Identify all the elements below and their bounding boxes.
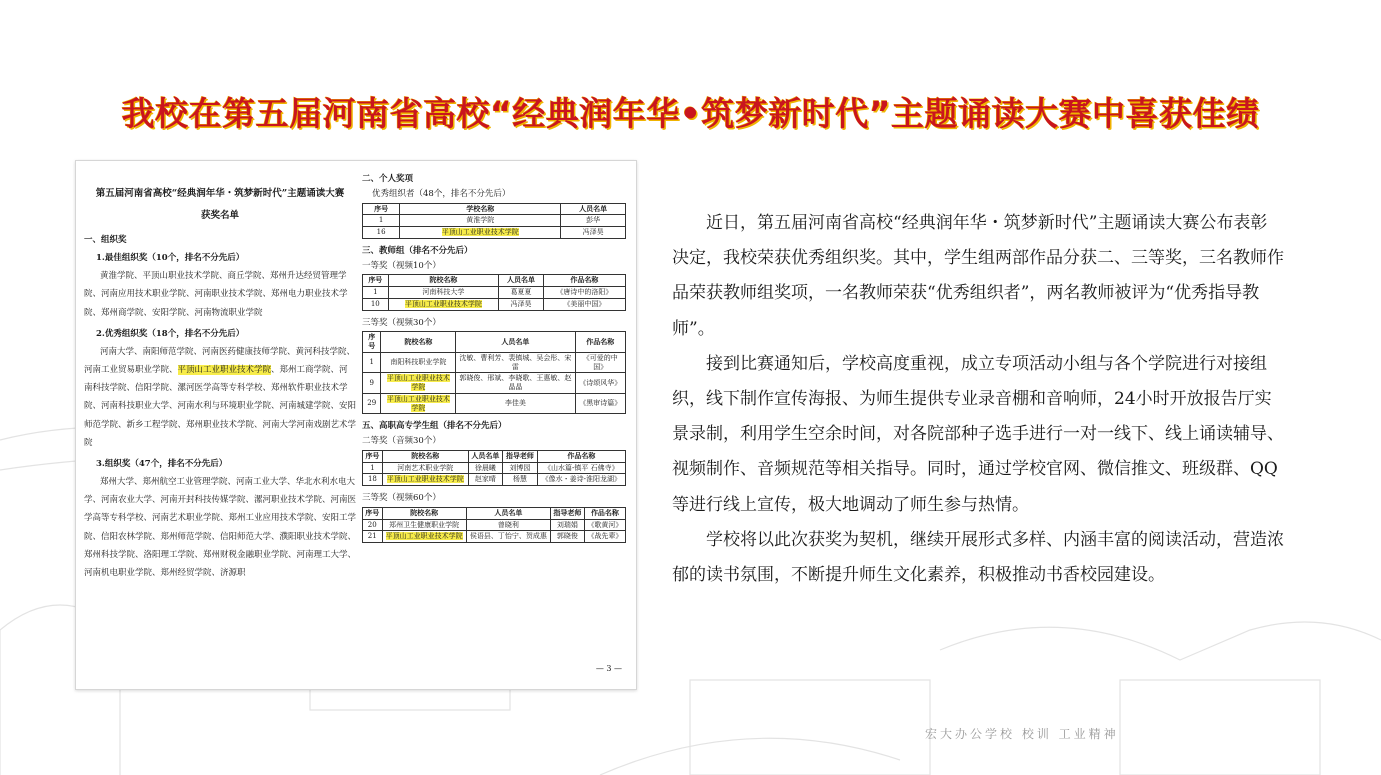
teacher-first-prize-table [362,274,626,310]
award-list-document [75,160,637,690]
table-cell: 16 [363,227,400,239]
table-header-row [363,275,626,287]
table-cell: 沈敏、曹利芳、裴镇城、吴会彤、宋雷 [456,352,575,373]
table-row [363,462,626,474]
table-header-row [363,332,626,353]
table-cell: 1 [363,462,383,474]
table-cell: 《歌黄河》 [584,519,625,531]
organization-award-heading: 3.组织奖（47个，排名不分先后） [96,459,228,470]
table-header-row [363,450,626,462]
table-header: 作品名称 [575,332,625,353]
table-cell: 《诗颂风华》 [575,373,625,394]
highlighted-school: 平顶山工业职业技术学院 [386,374,450,391]
table-row [363,474,626,486]
article-body [672,206,1284,593]
table-header: 院校名称 [388,275,499,287]
table-header: 作品名称 [537,450,625,462]
highlighted-school: 平顶山工业职业技术学院 [385,532,463,541]
table-cell: 21 [363,531,383,543]
table-row [363,352,626,373]
table-cell: 刘瑞娟 [550,519,584,531]
table-cell: 赵家晴 [468,474,503,486]
table-header: 人员名单 [561,203,626,215]
table-cell: 《唐诗中的洛阳》 [543,287,625,299]
paragraph: 学校将以此次获奖为契机，继续开展形式多样、内涵丰富的阅读活动，营造浓郁的读书氛围，不断提升师生文化素养，积极推动书香校园建设。 [672,529,1284,585]
table-header: 序号 [363,507,383,519]
table-cell: 刘博园 [503,462,538,474]
table-cell: 冯泽昊 [499,298,544,310]
table-header: 院校名称 [382,450,468,462]
table-cell: 郑州卫生健康职业学院 [382,519,466,531]
section-individual-awards: 二、个人奖项 [362,174,414,184]
student-third-prize-table [362,507,626,543]
table-header-row [363,203,626,215]
excellent-organization-award-heading: 2.优秀组织奖（18个，排名不分先后） [96,328,245,339]
organizer-table [362,203,626,239]
highlighted-school: 平顶山工业职业技术学院 [177,364,272,375]
table-cell [388,298,499,310]
highlighted-school: 平顶山工业职业技术学院 [386,394,450,412]
paragraph: 近日，第五届河南省高校“经典润年华・筑梦新时代”主题诵读大赛公布表彰决定，我校荣获优秀组织奖。其中，学生组两部作品分获二、三等奖，三名教师作品荣获教师组奖项，一名教师荣获“优秀组织者”，两名教师被评为“优秀指导教师”。 [672,213,1284,339]
section-teacher-group: 三、教师组（排名不分先后） [362,245,473,256]
table-header: 序号 [363,203,400,215]
third-prize-heading: 三等奖（视频60个） [362,493,441,503]
table-cell: 河南艺术职业学院 [382,462,468,474]
table-row [363,373,626,394]
table-header: 序号 [363,332,381,353]
table-cell: 黄淮学院 [400,215,561,227]
table-cell: 徐晨曦 [468,462,503,474]
table-header: 指导老师 [503,450,538,462]
best-organization-award-list: 黄淮学院、平顶山职业技术学院、商丘学院、郑州升达经贸管理学院、河南应用技术职业学院、河南职业技术学院、郑州电力职业技术学院、郑州商学院、安阳学院、河南物流职业学院 [84,271,348,318]
table-cell: 《山水篇-镇平 石佛寺》 [537,462,625,474]
table-cell [381,393,456,414]
outstanding-organizer-heading: 优秀组织者（48个，排名不分先后） [372,188,511,199]
table-cell [382,474,468,486]
table-header: 学校名称 [400,203,561,215]
table-cell: 杨慧 [503,474,538,486]
table-header: 人员名单 [456,332,575,353]
document-left-column [84,169,356,582]
table-header: 指导老师 [550,507,584,519]
table-header: 人员名单 [499,275,544,287]
table-cell: 郭晓俊 [550,531,584,543]
table-cell: 葛夏夏 [499,287,544,299]
table-cell: 李佳美 [456,393,575,414]
table-cell: 河南科技大学 [388,287,499,299]
highlighted-school: 平顶山工业职业技术学院 [386,475,464,484]
section-organization-award: 一、组织奖 [84,234,127,245]
organization-award-list: 郑州大学、郑州航空工业管理学院、河南工业大学、华北水利水电大学、河南农业大学、河南开封科技传媒学院、漯河职业技术学院、河南医学高等专科学校、河南艺术职业学院、郑州工业应用技术学院、安阳工学院、信阳农林学院、郑州师范学院、信阳师范大学、濮阳职业技术学院、郑州科技学院、洛阳理工学院、郑州财税金融职业学院、河南理工大学、河南机电职业学院、郑州经贸学院、济源职 [84,476,357,579]
highlighted-school: 平顶山工业职业技术学院 [404,299,482,308]
list-text: 河南大学、南阳师范学院、河南医药健康技师学院、黄河科技学院、河南工业贸易职业学院、 [84,346,356,375]
teacher-third-prize-table [362,331,626,414]
document-subtitle: 获奖名单 [200,210,239,222]
table-row [363,531,626,543]
table-cell [382,531,466,543]
list-text: 、郑州工商学院、河南科技学院、信阳学院、漯河医学高等专科学校、郑州软件职业技术学院、河南科技职业大学、河南水利与环境职业学院、河南城建学院、安阳师范学院、新乡工程学院、郑州职业技术学院、河南大学河南戏剧艺术学院 [84,364,357,448]
student-second-prize-table [362,450,626,486]
table-header: 序号 [363,275,389,287]
table-row [363,298,626,310]
table-cell: 10 [363,298,389,310]
table-cell: 郭晓俊、邢斌、李晓歌、王惠敏、赵晶晶 [456,373,575,394]
table-header: 作品名称 [584,507,625,519]
table-cell: 1 [363,352,381,373]
document-right-column [362,169,626,549]
table-cell: 《像水・姜诗-淮阳龙湖》 [537,474,625,486]
table-header: 人员名单 [468,450,503,462]
table-cell: 冯泽昊 [561,227,626,239]
table-header: 院校名称 [381,332,456,353]
table-cell: 20 [363,519,383,531]
table-header: 院校名称 [382,507,466,519]
table-row [363,519,626,531]
table-row [363,287,626,299]
table-cell: 侯语县、丁怡宁、贺成惠 [466,531,550,543]
calligraphy-watermark: 宏大办公学校 校训 工业精神 [925,727,1119,741]
highlighted-school: 平顶山工业职业技术学院 [441,228,519,236]
table-cell: 《战先辈》 [584,531,625,543]
table-row [363,227,626,239]
page-number: — 3 — [595,664,622,673]
table-header: 序号 [363,450,383,462]
first-prize-heading: 一等奖（视频10个） [362,260,441,271]
table-header: 人员名单 [466,507,550,519]
table-cell: 《美丽中国》 [543,298,625,310]
document-title: 第五届河南省高校“经典润年华・筑梦新时代”主题诵读大赛 [95,188,345,199]
third-prize-heading: 三等奖（视频30个） [362,317,441,328]
table-row [363,215,626,227]
table-header-row [363,507,626,519]
table-cell: 南阳科技职业学院 [381,352,456,373]
table-header: 作品名称 [543,275,625,287]
table-row [363,393,626,414]
table-cell: 曾晓利 [466,519,550,531]
table-cell: 18 [363,474,383,486]
table-cell [381,373,456,394]
table-cell: 彭华 [561,215,626,227]
slide-title: 我校在第五届河南省高校“经典润年华•筑梦新时代”主题诵读大赛中喜获佳绩 [121,94,1260,133]
table-cell: 《黑审诗篇》 [575,393,625,414]
paragraph: 接到比赛通知后，学校高度重视，成立专项活动小组与各个学院进行对接组织，线下制作宣传海报、为师生提供专业录音棚和音响师，24小时开放报告厅实景录制，利用学生空余时间，对各院部种子选手进行一对一线下、线上诵读辅导、视频制作、音频规范等相关指导。同时，通过学校官网、微信推文、班级群、QQ等进行线上宣传，极大地调动了师生参与热情。 [672,353,1284,515]
table-cell: 29 [363,393,381,414]
second-prize-heading: 二等奖（音频30个） [362,436,441,446]
table-cell: 9 [363,373,381,394]
table-cell: 《可爱的中国》 [575,352,625,373]
table-cell: 1 [363,287,389,299]
table-cell [400,227,561,239]
best-organization-award-heading: 1.最佳组织奖（10个，排名不分先后） [96,253,245,264]
excellent-organization-award-list [84,343,356,453]
section-student-group: 五、高职高专学生组（排名不分先后） [362,421,507,432]
table-cell: 1 [363,215,400,227]
